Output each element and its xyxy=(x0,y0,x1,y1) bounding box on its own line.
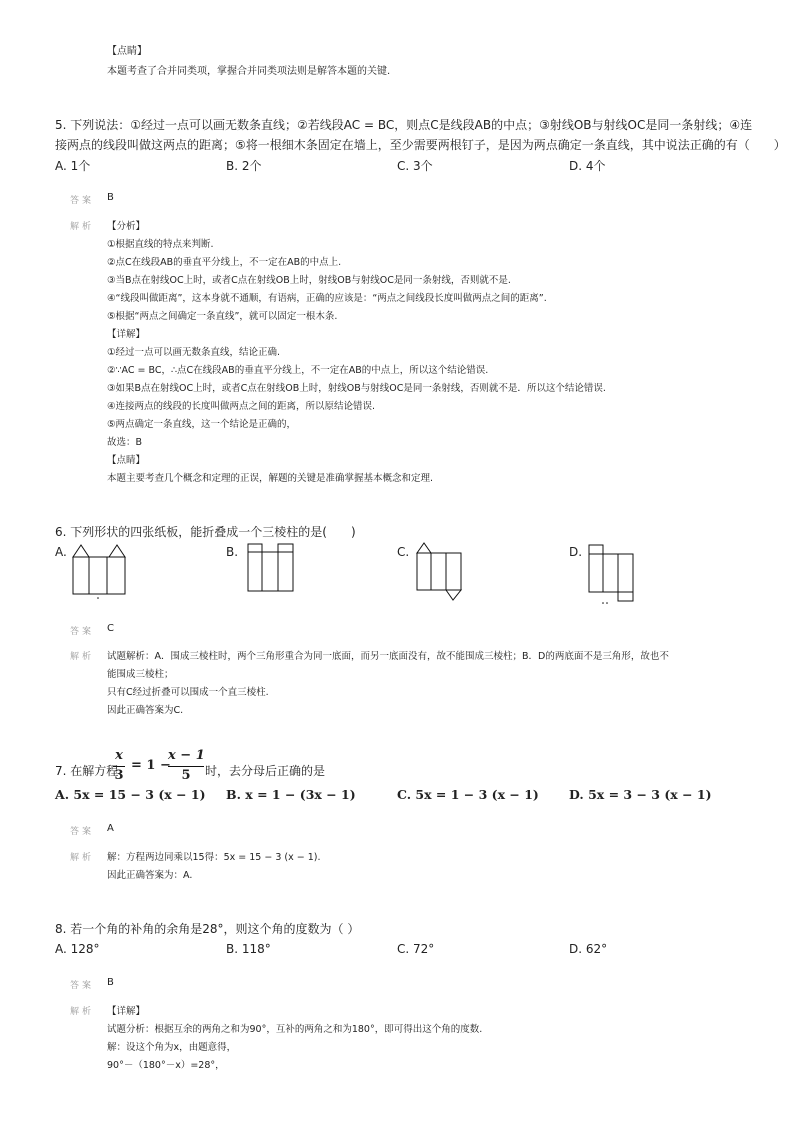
net-figure-d xyxy=(586,540,636,606)
q5-analysis-line: ②点C在线段AB的垂直平分线上，不一定在AB的中点上. xyxy=(107,257,342,268)
q5-analysis-line: 故选：B xyxy=(107,437,143,448)
net-figure-c xyxy=(413,538,469,604)
q5-analysis-line: ⑤两点确定一条直线，这一个结论是正确的， xyxy=(107,419,297,430)
q8-analysis-line: 90°－（180°－x）=28°， xyxy=(107,1060,225,1071)
q7-option-b: B. x = 1 − (3x − 1) xyxy=(226,787,356,802)
q6-analysis-line: 试题解析：A．围成三棱柱时，两个三角形重合为同一底面，而另一底面没有，故不能围成三棱柱；B．D的两底面不是三角形，故也不 xyxy=(107,651,669,662)
q7-answer-label: 答案 xyxy=(70,827,95,837)
q8-option-c: C. 72° xyxy=(397,942,435,956)
q5-option-a: A. 1个 xyxy=(55,159,91,173)
q8-analysis-line: 解：设这个角为x，由题意得， xyxy=(107,1042,237,1053)
q6-analysis-line: 因此正确答案为C. xyxy=(107,705,184,716)
q7-answer: A xyxy=(107,823,114,834)
q8-option-b: B. 118° xyxy=(226,942,271,956)
q5-analysis-line: 【点睛】 xyxy=(107,455,146,466)
q7-fraction-denominator-5: 5 xyxy=(181,768,191,783)
q7-option-a: A. 5x = 15 − 3 (x − 1) xyxy=(55,787,206,802)
q7-option-d: D. 5x = 3 − 3 (x − 1) xyxy=(569,787,712,802)
q6-analysis-label: 解析 xyxy=(70,652,95,662)
q7-question-prefix: 7. 在解方程 xyxy=(55,764,119,778)
q8-question: 8. 若一个角的补角的余角是28°，则这个角的度数为（ ） xyxy=(55,922,360,936)
q7-fraction-bar-1 xyxy=(113,766,125,767)
q7-analysis-line: 因此正确答案为：A. xyxy=(107,870,193,881)
q8-answer-label: 答案 xyxy=(70,981,95,991)
q6-analysis-line: 能围成三棱柱； xyxy=(107,669,174,680)
q7-fraction-numerator-x-minus-1: x − 1 xyxy=(168,748,205,763)
q5-answer-label: 答案 xyxy=(70,196,95,206)
net-figure-a xyxy=(70,540,130,602)
q5-analysis-label: 解析 xyxy=(70,222,95,232)
q8-analysis-label: 解析 xyxy=(70,1007,95,1017)
q7-analysis-label: 解析 xyxy=(70,853,95,863)
tip-title: 【点睛】 xyxy=(107,46,147,57)
q5-analysis-line: 【分析】 xyxy=(107,221,146,232)
q6-option-c-label: C. xyxy=(397,545,410,559)
q5-answer: B xyxy=(107,192,114,203)
q5-option-d: D. 4个 xyxy=(569,159,606,173)
q8-analysis-line: 试题分析：根据互余的两角之和为90°，互补的两角之和为180°，即可得出这个角的度数. xyxy=(107,1024,483,1035)
q6-answer-label: 答案 xyxy=(70,627,95,637)
q8-analysis-line: 【详解】 xyxy=(107,1006,146,1017)
q5-option-b: B. 2个 xyxy=(226,159,262,173)
q5-analysis-line: 【详解】 xyxy=(107,329,146,340)
q7-equation-middle: = 1 − xyxy=(131,758,171,773)
q5-analysis-line: ④连接两点的线段的长度叫做两点之间的距离，所以原结论错误. xyxy=(107,401,376,412)
q5-option-c: C. 3个 xyxy=(397,159,433,173)
q7-fraction-bar-2 xyxy=(168,766,204,767)
q6-question: 6. 下列形状的四张纸板，能折叠成一个三棱柱的是( ) xyxy=(55,525,356,539)
q5-text-line1: 5. 下列说法：①经过一点可以画无数条直线；②若线段AC = BC，则点C是线段AB的中点；③射线OB与射线OC是同一条射线；④连 xyxy=(55,118,753,132)
q7-option-c: C. 5x = 1 − 3 (x − 1) xyxy=(397,787,539,802)
q5-text-line2: 接两点的线段叫做这两点的距离；⑤将一根细木条固定在墙上，至少需要两根钉子，是因为两点确定一条直线，其中说法正确的有（ ） xyxy=(55,138,786,152)
q5-analysis-line: 本题主要考查几个概念和定理的正误，解题的关键是准确掌握基本概念和定理. xyxy=(107,473,434,484)
net-figure-b xyxy=(244,540,300,596)
q5-analysis-line: ③如果B点在射线OC上时，或者C点在射线OB上时，射线OB与射线OC是同一条射线，否则就不是．所以这个结论错误. xyxy=(107,383,606,394)
q5-analysis-line: ②∵AC = BC，∴点C在线段AB的垂直平分线上，不一定在AB的中点上，所以这个结论错误. xyxy=(107,365,489,376)
q5-analysis-line: ③当B点在射线OC上时，或者C点在射线OB上时，射线OB与射线OC是同一条射线，否则就不是. xyxy=(107,275,511,286)
q6-option-d-label: D. xyxy=(569,545,583,559)
q8-option-d: D. 62° xyxy=(569,942,608,956)
q7-question-suffix: 时，去分母后正确的是 xyxy=(205,764,326,778)
q7-fraction-numerator-x: x xyxy=(115,748,123,763)
q5-analysis-line: ①经过一点可以画无数条直线，结论正确. xyxy=(107,347,281,358)
q7-fraction-denominator-3: 3 xyxy=(114,768,124,783)
q5-analysis-line: ①根据直线的特点来判断. xyxy=(107,239,214,250)
q7-analysis-line: 解：方程两边同乘以15得：5x = 15 − 3 (x − 1). xyxy=(107,852,321,863)
q8-answer: B xyxy=(107,977,114,988)
q6-answer: C xyxy=(107,623,114,634)
q8-option-a: A. 128° xyxy=(55,942,100,956)
q6-analysis-line: 只有C经过折叠可以围成一个直三棱柱. xyxy=(107,687,269,698)
tip-text: 本题考查了合并同类项，掌握合并同类项法则是解答本题的关键. xyxy=(107,66,391,77)
q6-option-b-label: B. xyxy=(226,545,239,559)
q6-option-a-label: A. xyxy=(55,545,67,559)
q5-analysis-line: ④“线段叫做距离”，这本身就不通顺，有语病，正确的应该是：“两点之间线段长度叫做两点之间的距离”. xyxy=(107,293,547,304)
q5-analysis-line: ⑤根据“两点之间确定一条直线”，就可以固定一根木条. xyxy=(107,311,338,322)
